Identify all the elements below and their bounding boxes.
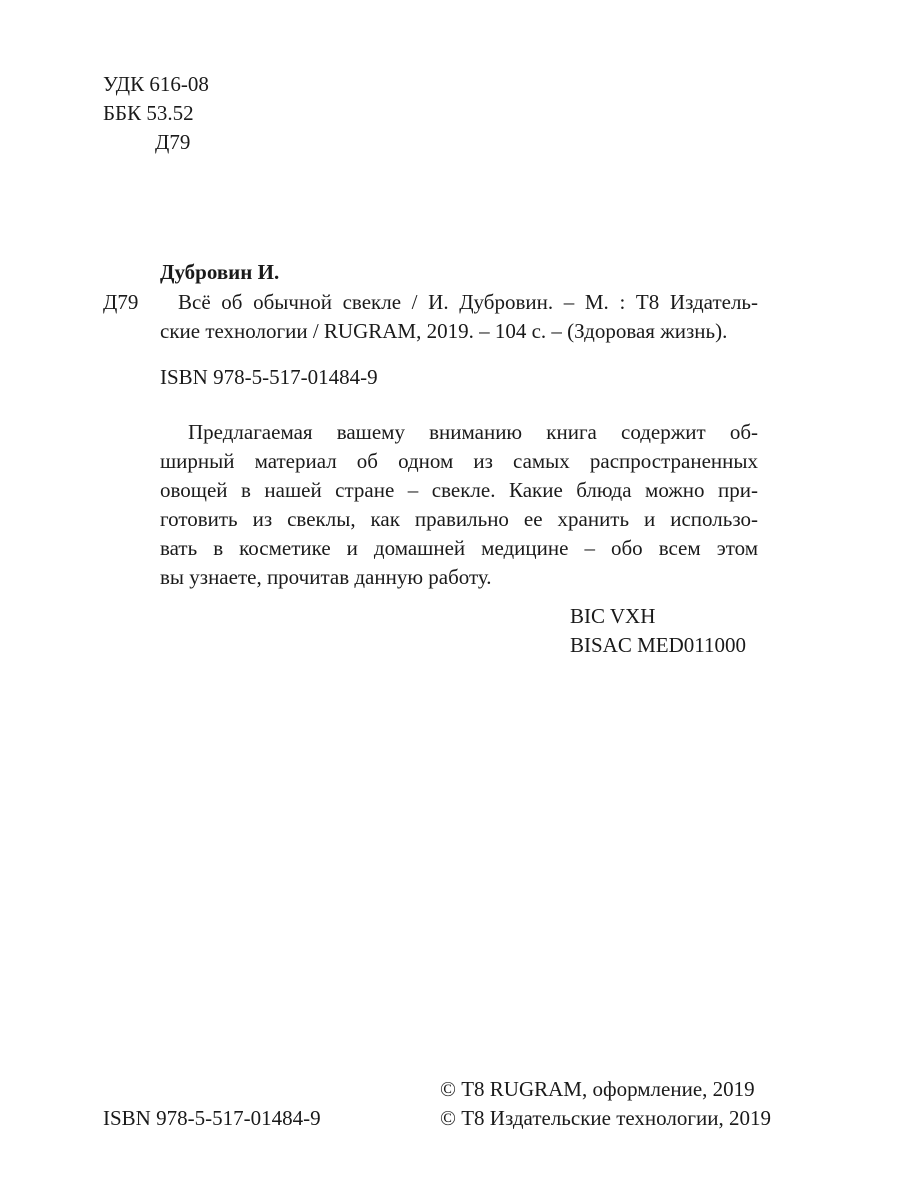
copyright-design: © Т8 RUGRAM, оформление, 2019 xyxy=(440,1077,755,1101)
author-name: Дубровин И. xyxy=(160,260,280,284)
abstract-line: вать в косметике и домашней медицине – обо всем этом xyxy=(160,536,758,560)
subject-codes xyxy=(570,602,746,660)
bbk-code: ББК 53.52 xyxy=(103,101,194,125)
classification-block xyxy=(103,70,209,157)
biblio-line-1: Всё об обычной свекле / И. Дубровин. – М. : Т8 Издатель- xyxy=(178,290,758,314)
author-mark: Д79 xyxy=(103,290,139,314)
bic-code: BIC VXH xyxy=(570,604,656,628)
author-mark-code: Д79 xyxy=(155,130,191,154)
abstract-line: вы узнаете, прочитав данную работу. xyxy=(160,565,492,589)
abstract-line: ширный материал об одном из самых распространенных xyxy=(160,449,758,473)
isbn-record: ISBN 978-5-517-01484-9 xyxy=(160,365,378,389)
isbn-footer: ISBN 978-5-517-01484-9 xyxy=(103,1106,321,1130)
abstract-line: готовить из свеклы, как правильно ее хранить и использо- xyxy=(160,507,758,531)
udk-code: УДК 616-08 xyxy=(103,72,209,96)
biblio-line-2: ские технологии / RUGRAM, 2019. – 104 с. – (Здоровая жизнь). xyxy=(160,319,728,343)
abstract-line: Предлагаемая вашему вниманию книга содержит об- xyxy=(188,420,758,444)
copyright-publisher: © Т8 Издательские технологии, 2019 xyxy=(440,1106,771,1130)
abstract-line: овощей в нашей стране – свекле. Какие блюда можно при- xyxy=(160,478,758,502)
copyright-block xyxy=(440,1075,771,1133)
book-abstract xyxy=(160,418,758,592)
bisac-code: BISAC MED011000 xyxy=(570,633,746,657)
bibliographic-description xyxy=(160,288,758,346)
